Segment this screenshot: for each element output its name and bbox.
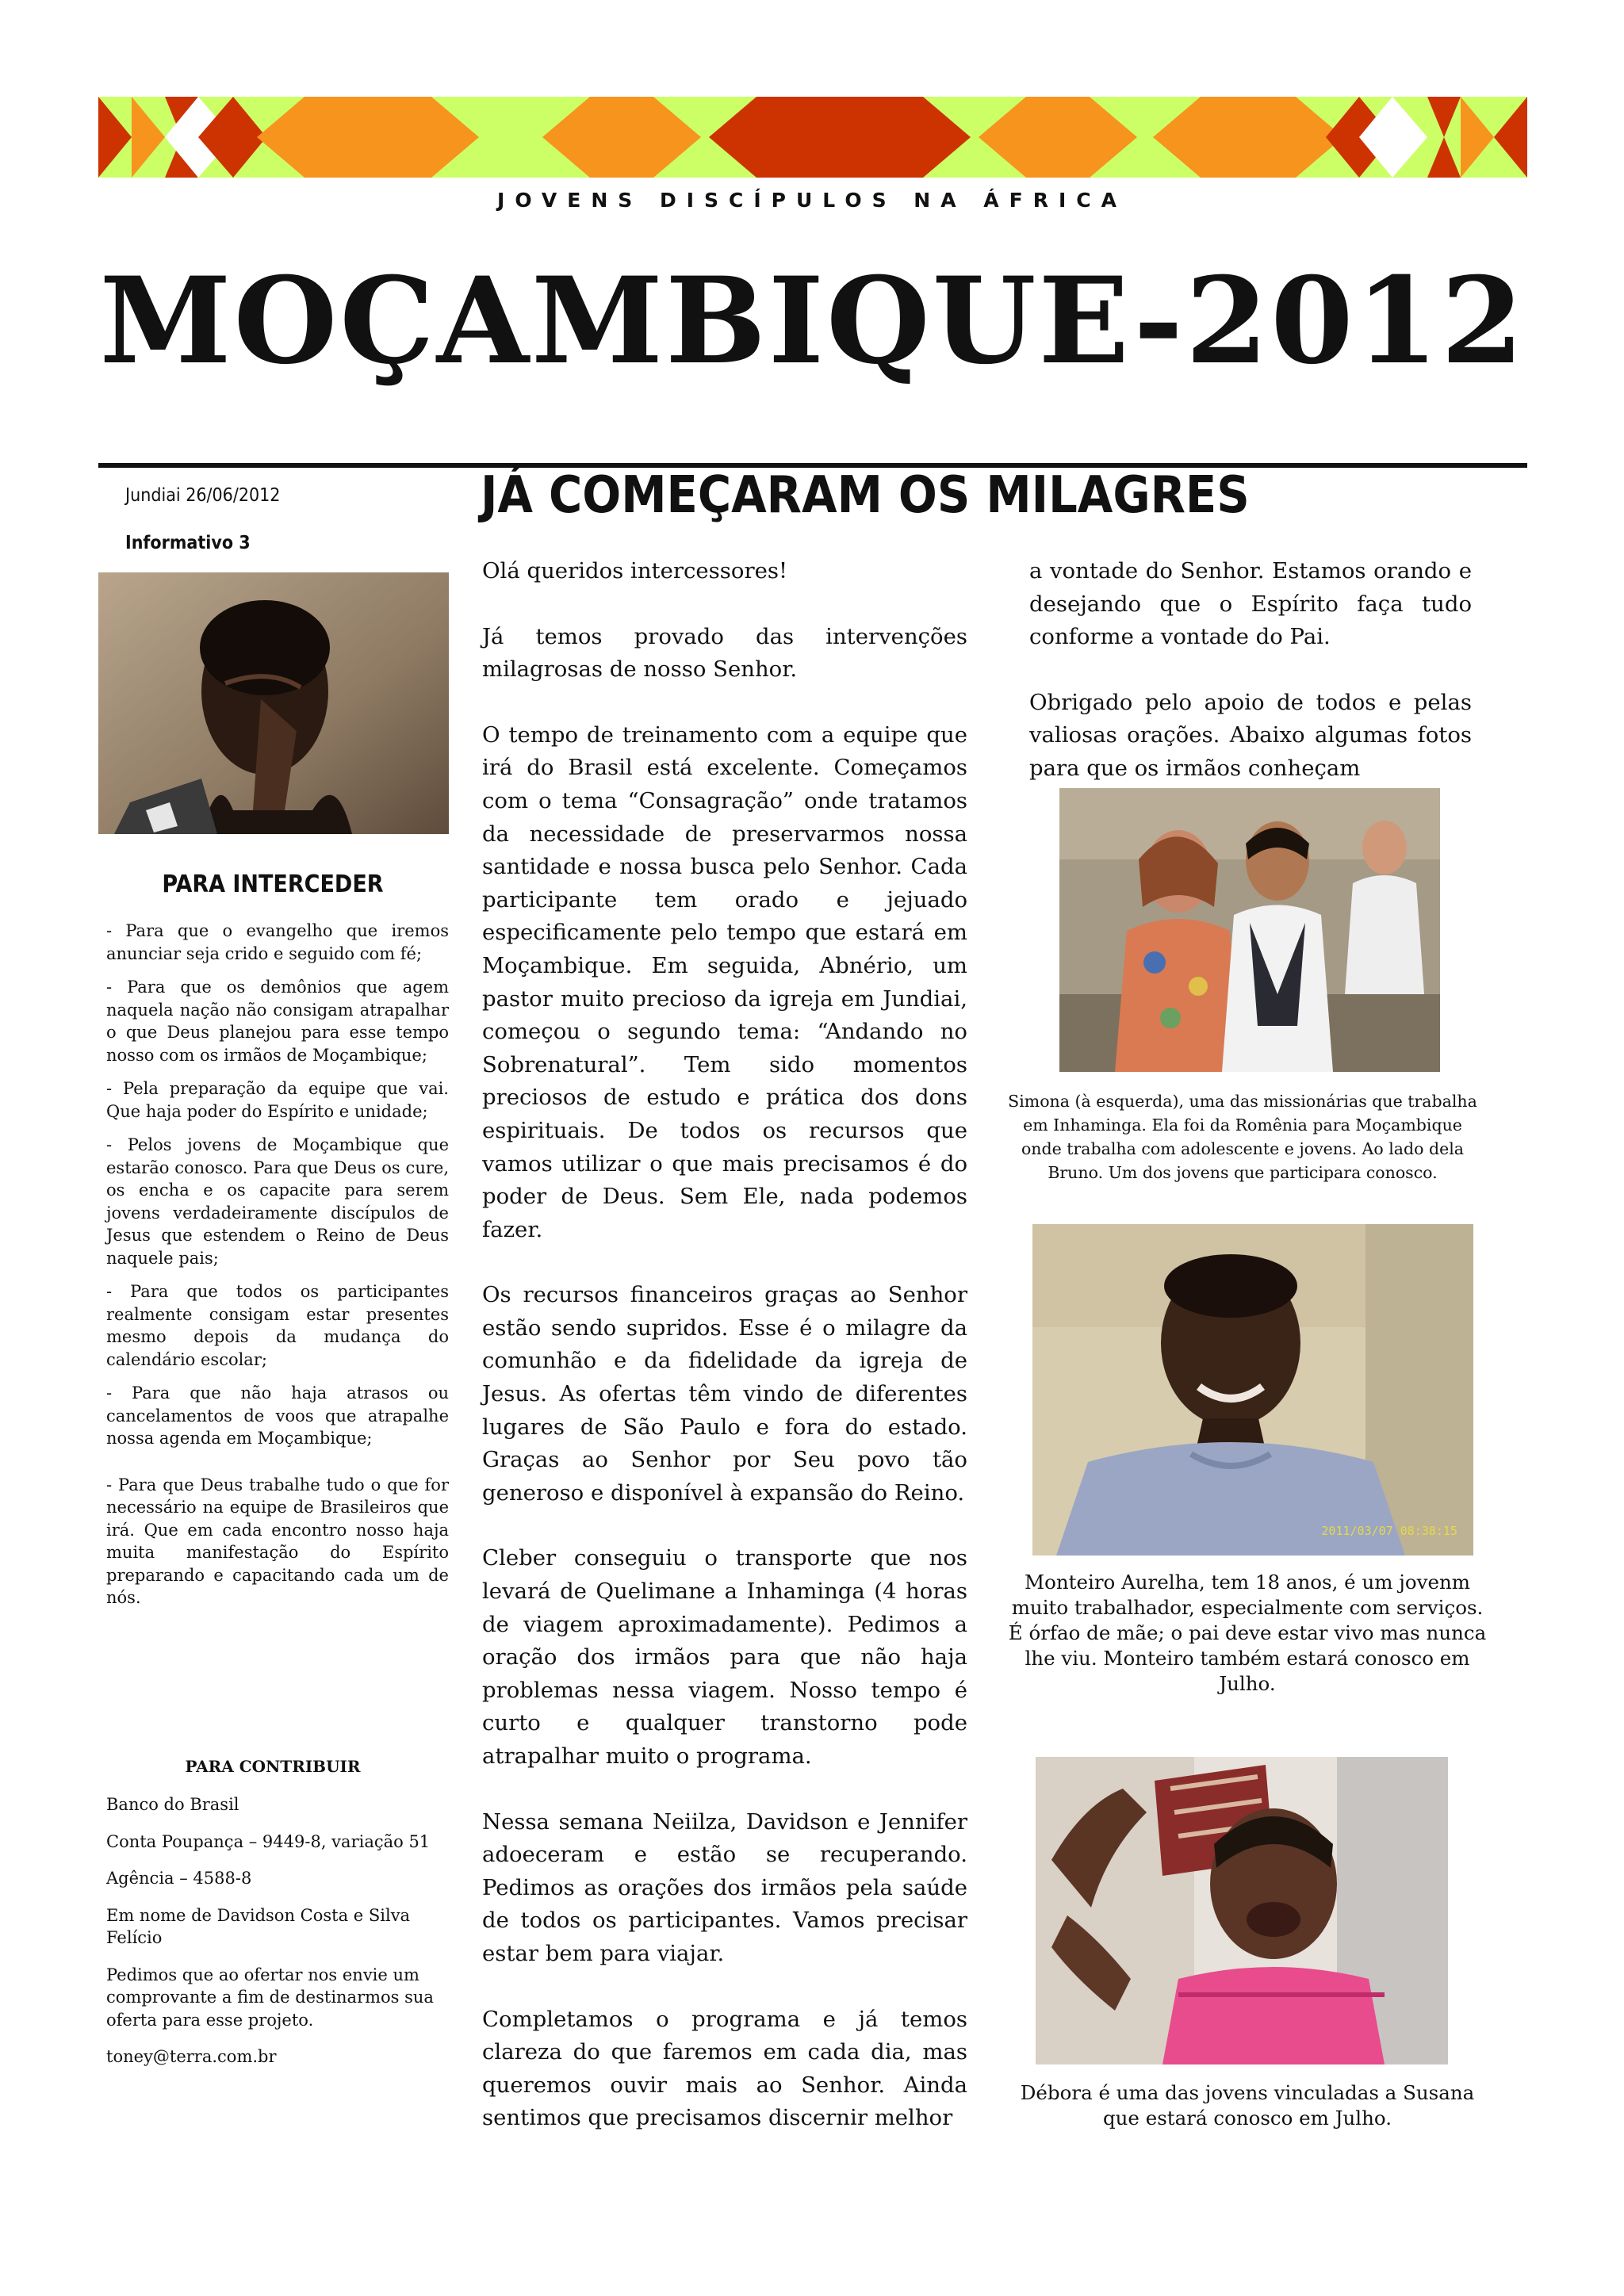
list-item: - Para que o evangelho que iremos anunciar seja crido e seguido com fé; bbox=[106, 921, 449, 963]
monteiro-photo bbox=[1032, 1224, 1473, 1556]
newsletter-subtitle: JOVENS DISCÍPULOS NA ÁFRICA bbox=[497, 189, 1127, 212]
photo-timestamp: 2011/03/07 08:38:15 bbox=[1321, 1524, 1457, 1538]
issue-date: Jundiai 26/06/2012 bbox=[125, 485, 281, 506]
list-item: - Pelos jovens de Moçambique que estarão conosco. Para que Deus os cure, os encha e os capacite para serem jovens verdadeiramente discípulos de Jesus que estendem o Reino de Deus naquele pais; bbox=[106, 1135, 449, 1268]
account-number: Conta Poupança – 9449-8, variação 51 bbox=[106, 1831, 431, 1851]
header-banner bbox=[98, 97, 1527, 178]
article-column-middle bbox=[482, 555, 967, 2168]
list-item: - Pela preparação da equipe que vai. Que haja poder do Espírito e unidade; bbox=[106, 1079, 449, 1121]
article-paragraph: O tempo de treinamento com a equipe que irá do Brasil está excelente. Começamos com o tema “Consagração” onde tratamos da necessidade de preservarmos nossa santidade e nossa busca pelo Senhor. Cada participante tem orado e jejuado especificamente pelo tempo que estará em Moçambique. Em seguida, Abnério, um pastor muito precioso da igreja em Jundiai, começou o segundo tema: “Andando no Sobrenatural”. Tem sido momentos preciosos de estudo e prática dos dons espirituais. De todos os recursos que vamos utilizar o que mais precisamos é do poder de Deus. Sem Ele, nada podemos fazer. bbox=[482, 721, 967, 1242]
article-column-right bbox=[1029, 555, 1472, 818]
contribute-heading: PARA CONTRIBUIR bbox=[185, 1757, 361, 1776]
article-paragraph: Cleber conseguiu o transporte que nos levará de Quelimane a Inhaminga (4 horas de viagem aproximadamente). Pedimos a oração dos irmãos para que não haja problemas nessa viagem. Nosso tempo é curto e qualquer transtorno pode atrapalhar muito o programa. bbox=[482, 1545, 967, 1769]
list-item: - Para que todos os participantes realmente consigam estar presentes mesmo depois da mudança do calendário escolar; bbox=[106, 1282, 449, 1369]
list-item: - Para que não haja atrasos ou cancelamentos de voos que atrapalhe nossa agenda em Moçambique; bbox=[106, 1383, 449, 1448]
monteiro-caption: Monteiro Aurelha, tem 18 anos, é um jovenm muito trabalhador, especialmente com serviços. É órfao de mãe; o pai deve estar vivo mas nunca lhe viu. Monteiro também estará conosco em Julho. bbox=[1008, 1571, 1487, 1695]
missionaries-caption: Simona (à esquerda), uma das missionárias que trabalha em Inhaminga. Ela foi da Romênia para Moçambique onde trabalha com adolescente e jovens. Ao lado dela Bruno. Um dos jovens que participara conosco. bbox=[1008, 1092, 1477, 1182]
debora-caption: Débora é uma das jovens vinculadas a Susana que estará conosco em Julho. bbox=[1020, 2081, 1475, 2130]
list-item: - Para que os demônios que agem naquela nação não consigam atrapalhar o que Deus planejou para esse tempo nosso com os irmãos de Moçambique; bbox=[106, 978, 449, 1065]
prayer-list bbox=[106, 920, 449, 1621]
article-paragraph: a vontade do Senhor. Estamos orando e desejando que o Espírito faça tudo conforme a vontade do Pai. bbox=[1029, 558, 1472, 650]
article-paragraph: Olá queridos intercessores! bbox=[482, 558, 788, 584]
receipt-note: Pedimos que ao ofertar nos envie um comprovante a fim de destinarmos sua oferta para esse projeto. bbox=[106, 1965, 434, 2030]
list-item: - Para que Deus trabalhe tudo o que for necessário na equipe de Brasileiros que irá. Que em cada encontro nosso haja muita manifestação do Espírito preparando e capacitando cada um de nós. bbox=[106, 1475, 449, 1607]
bank-name: Banco do Brasil bbox=[106, 1795, 239, 1814]
article-paragraph: Nessa semana Neiilza, Davidson e Jennifer adoeceram e estão se recuperando. Pedimos as orações dos irmãos pela saúde de todos os participantes. Vamos precisar estar bem para viajar. bbox=[482, 1808, 967, 1966]
issue-number: Informativo 3 bbox=[125, 533, 251, 553]
account-holder: Em nome de Davidson Costa e Silva Felício bbox=[106, 1905, 411, 1947]
debora-photo bbox=[1036, 1757, 1448, 2064]
intercede-heading: PARA INTERCEDER bbox=[162, 871, 384, 898]
praying-youth-photo bbox=[98, 572, 449, 834]
article-paragraph: Os recursos financeiros graças ao Senhor estão sendo supridos. Esse é o milagre da comunhão e da fidelidade da igreja de Jesus. As ofertas têm vindo de diferentes lugares de São Paulo e fora do estado. Graças ao Senhor por Seu povo tão generoso e disponível à expansão do Reino. bbox=[482, 1282, 967, 1506]
article-paragraph: Já temos provado das intervenções milagrosas de nosso Senhor. bbox=[482, 623, 967, 683]
contribute-info bbox=[106, 1793, 449, 2083]
contact-email[interactable]: toney@terra.com.br bbox=[106, 2047, 277, 2066]
tribal-pattern-icon bbox=[98, 97, 1527, 178]
article-paragraph: Obrigado pelo apoio de todos e pelas valiosas orações. Abaixo algumas fotos para que os irmãos conheçam bbox=[1029, 689, 1472, 781]
branch-number: Agência – 4588-8 bbox=[106, 1869, 252, 1888]
article-title: JÁ COMEÇARAM OS MILAGRES bbox=[481, 466, 1250, 525]
article-paragraph: Completamos o programa e já temos clareza do que faremos em cada dia, mas queremos ouvir mais ao Senhor. Ainda sentimos que precisamos discernir melhor bbox=[482, 2006, 967, 2131]
missionaries-photo bbox=[1059, 788, 1440, 1072]
newsletter-title: MOÇAMBIQUE-2012 bbox=[99, 251, 1526, 391]
